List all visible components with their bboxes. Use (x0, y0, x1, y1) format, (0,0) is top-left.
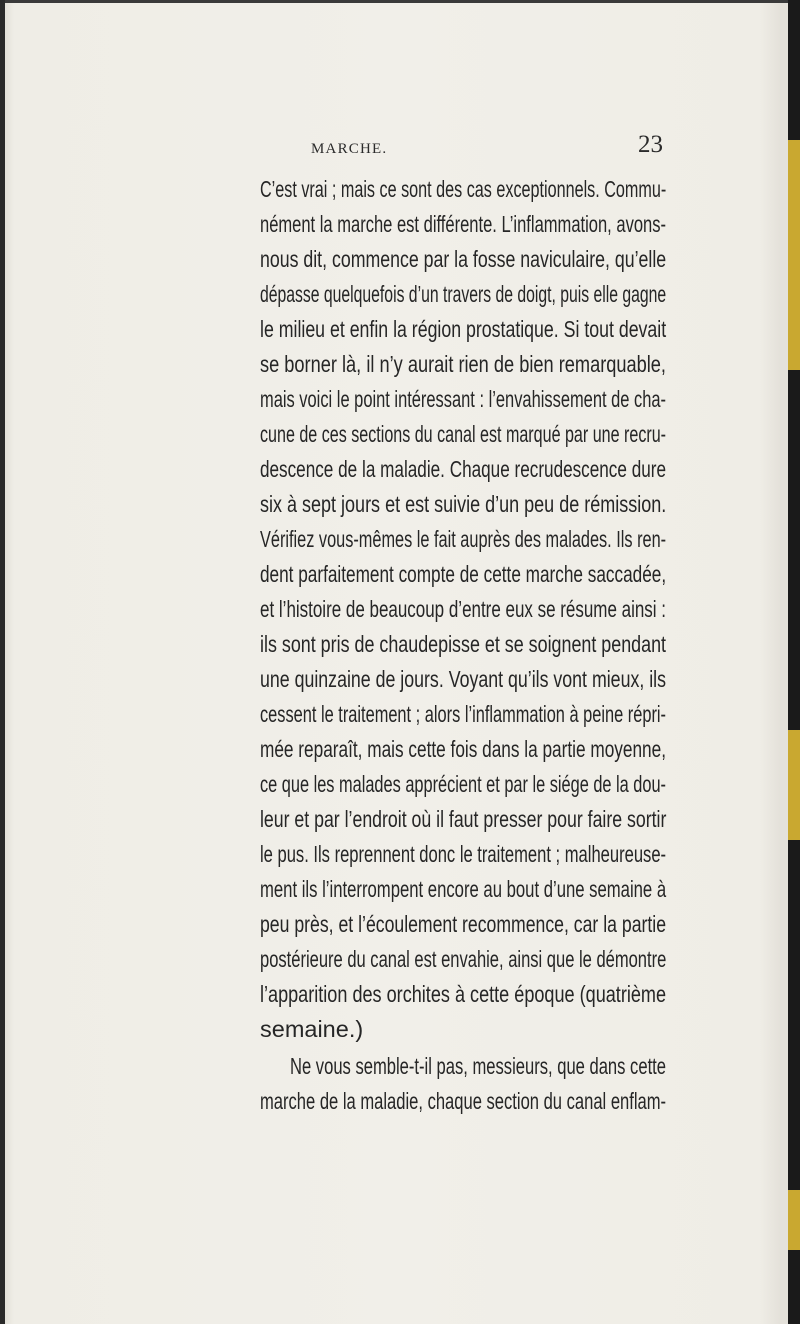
text-line-paragraph-start: Ne vous semble-t-il pas, messieurs, que dans cette (290, 1053, 666, 1079)
text-line: descence de la maladie. Chaque recrudescence dure (260, 456, 666, 482)
text-line: nément la marche est différente. L’inflammation, avons- (260, 211, 666, 237)
right-edge-tab-mark (788, 140, 800, 370)
text-line: ment ils l’interrompent encore au bout d’une semaine à (260, 876, 667, 902)
page-number: 23 (638, 131, 663, 158)
top-scan-edge (0, 0, 800, 3)
text-line: cessent le traitement ; alors l’inflammation à peine répri- (260, 701, 666, 727)
text-line: semaine.) (260, 1016, 364, 1042)
text-line: le milieu et enfin la région prostatique. Si tout devait (260, 316, 667, 342)
text-line: C’est vrai ; mais ce sont des cas exceptionnels. Commu- (260, 176, 667, 202)
text-line: Vérifiez vous-mêmes le fait auprès des malades. Ils ren- (260, 526, 667, 552)
text-line: le pus. Ils reprennent donc le traitement ; malheureuse- (260, 841, 667, 867)
text-line: mée reparaît, mais cette fois dans la partie moyenne, (260, 736, 666, 762)
text-line: ils sont pris de chaudepisse et se soignent pendant (260, 631, 667, 657)
text-line: une quinzaine de jours. Voyant qu’ils vont mieux, ils (260, 666, 666, 692)
text-line: leur et par l’endroit où il faut presser pour faire sortir (260, 806, 667, 832)
text-line: nous dit, commence par la fosse naviculaire, qu’elle (260, 246, 667, 272)
right-edge-tab-mark (788, 1190, 800, 1250)
right-edge-tab-mark (788, 730, 800, 840)
text-line: postérieure du canal est envahie, ainsi que le démontre (260, 946, 667, 972)
text-line: peu près, et l’écoulement recommence, car la partie (260, 911, 666, 937)
text-line: se borner là, il n’y aurait rien de bien remarquable, (260, 351, 666, 377)
text-line: cune de ces sections du canal est marqué par une recru- (260, 421, 667, 447)
text-line: six à sept jours et est suivie d’un peu de rémission. (260, 491, 667, 517)
text-line: mais voici le point intéressant : l’envahissement de cha- (260, 386, 666, 412)
text-line: ce que les malades apprécient et par le siége de la dou- (260, 771, 666, 797)
text-line: et l’histoire de beaucoup d’entre eux se résume ainsi : (260, 596, 666, 622)
text-line: dent parfaitement compte de cette marche saccadée, (260, 561, 667, 587)
left-scan-edge (0, 0, 5, 1324)
text-line: dépasse quelquefois d’un travers de doigt, puis elle gagne (260, 281, 667, 307)
text-line: l’apparition des orchites à cette époque (quatrième (260, 981, 666, 1007)
text-line: marche de la maladie, chaque section du canal enflam- (260, 1088, 667, 1114)
running-head: MARCHE. (311, 141, 388, 157)
